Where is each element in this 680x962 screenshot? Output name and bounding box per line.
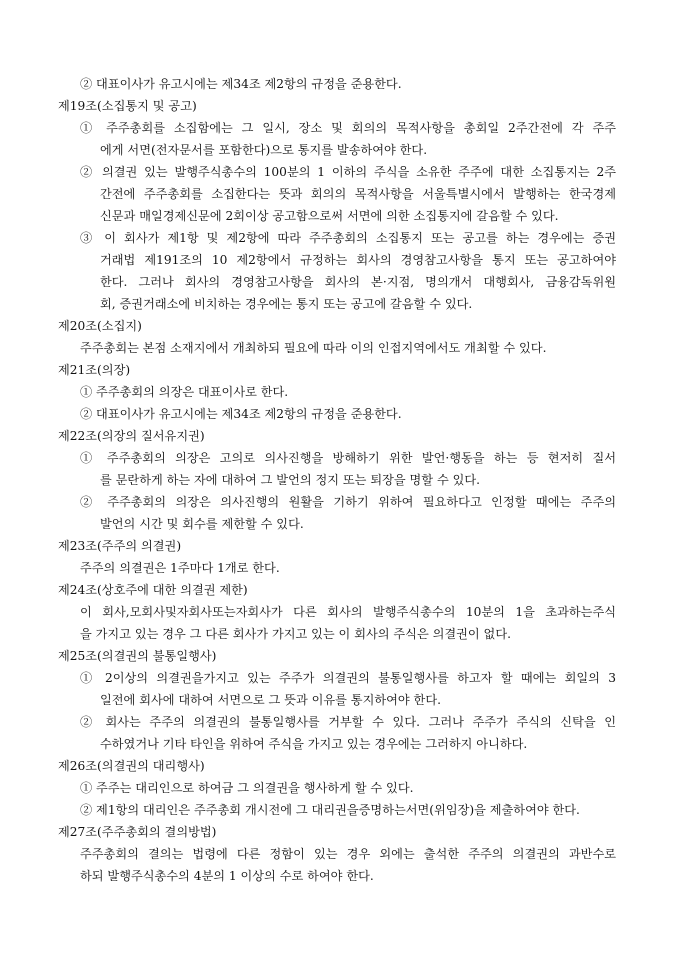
clause-line: 간전에 주주총회를 소집한다는 뜻과 회의의 목적사항을 서울특별시에서 발행하는 한국경제 xyxy=(100,187,616,201)
article-heading: 제22조(의장의 질서유지권) xyxy=(58,429,205,443)
clause-line: ① 주주총회의 의장은 대표이사로 한다. xyxy=(80,385,289,399)
paragraph-line: 주주의 의결권은 1주마다 1개로 한다. xyxy=(80,561,280,575)
clause-line: 에게 서면(전자문서를 포함한다)으로 통지를 발송하여야 한다. xyxy=(100,143,428,157)
article-heading: 제21조(의장) xyxy=(58,363,131,377)
paragraph-line: 이 회사,모회사및자회사또는자회사가 다른 회사의 발행주식총수의 10분의 1을 초과하는주식 xyxy=(80,605,616,619)
clause-line: ② 대표이사가 유고시에는 제34조 제2항의 규정을 준용한다. xyxy=(80,407,402,421)
paragraph-line: 하되 발행주식총수의 4분의 1 이상의 수로 하여야 한다. xyxy=(80,869,374,883)
clause-line: ② 제1항의 대리인은 주주총회 개시전에 그 대리권을증명하는서면(위임장)을 제출하여야 한다. xyxy=(80,803,580,817)
clause-line: 일전에 회사에 대하여 서면으로 그 뜻과 이유를 통지하여야 한다. xyxy=(100,693,441,707)
clause-line: 신문과 매일경제신문에 2회이상 공고함으로써 서면에 의한 소집통지에 갈음할 수 있다. xyxy=(100,209,559,223)
article-heading: 제24조(상호주에 대한 의결권 제한) xyxy=(58,583,248,597)
article-heading: 제26조(의결권의 대리행사) xyxy=(58,759,205,773)
clause-line: ② 대표이사가 유고시에는 제34조 제2항의 규정을 준용한다. xyxy=(80,77,402,91)
clause-line: 한다. 그러나 회사의 경영참고사항을 회사의 본·지점, 명의개서 대행회사, 금융감독위원 xyxy=(100,275,616,289)
article-heading: 제27조(주주총회의 결의방법) xyxy=(58,825,217,839)
clause-line: ② 주주총회의 의장은 의사진행의 원활을 기하기 위하여 필요하다고 인정할 때에는 주주의 xyxy=(80,495,616,509)
paragraph-line: 을 가지고 있는 경우 그 다른 회사가 가지고 있는 이 회사의 주식은 의결권이 없다. xyxy=(80,627,511,641)
paragraph-line: 주주총회의 결의는 법령에 다른 정함이 있는 경우 외에는 출석한 주주의 의결권의 과반수로 xyxy=(80,847,616,861)
clause-line: ② 회사는 주주의 의결권의 불통일행사를 거부할 수 있다. 그러나 주주가 주식의 신탁을 인 xyxy=(80,715,616,729)
clause-line: ① 주주총회의 의장은 고의로 의사진행을 방해하기 위한 발언·행동을 하는 등 현저히 질서 xyxy=(80,451,616,465)
clause-line: 회, 증권거래소에 비치하는 경우에는 통지 또는 공고에 갈음할 수 있다. xyxy=(100,297,473,311)
article-heading: 제25조(의결권의 불통일행사) xyxy=(58,649,217,663)
clause-line: ① 주주는 대리인으로 하여금 그 의결권을 행사하게 할 수 있다. xyxy=(80,781,414,795)
clause-line: 를 문란하게 하는 자에 대하여 그 발언의 정지 또는 퇴장을 명할 수 있다. xyxy=(100,473,481,487)
clause-line: ③ 이 회사가 제1항 및 제2항에 따라 주주총회의 소집통지 또는 공고를 하는 경우에는 증권 xyxy=(80,231,616,245)
clause-line: ② 의결권 있는 발행주식총수의 100분의 1 이하의 주식을 소유한 주주에 대한 소집통지는 2주 xyxy=(80,165,616,179)
article-heading: 제19조(소집통지 및 공고) xyxy=(58,99,197,113)
article-heading: 제23조(주주의 의결권) xyxy=(58,539,182,553)
clause-line: ① 주주총회를 소집함에는 그 일시, 장소 및 회의의 목적사항을 총회일 2주간전에 각 주주 xyxy=(80,121,616,135)
clause-line: ① 2이상의 의결권을가지고 있는 주주가 의결권의 불통일행사를 하고자 할 때에는 회일의 3 xyxy=(80,671,616,685)
clause-line: 발언의 시간 및 회수를 제한할 수 있다. xyxy=(100,517,304,531)
article-heading: 제20조(소집지) xyxy=(58,319,142,333)
clause-line: 거래법 제191조의 10 제2항에서 규정하는 회사의 경영참고사항을 통지 또는 공고하여야 xyxy=(100,253,616,267)
paragraph-line: 주주총회는 본점 소재지에서 개최하되 필요에 따라 이의 인접지역에서도 개최할 수 있다. xyxy=(80,341,547,355)
clause-line: 수하였거나 기타 타인을 위하여 주식을 가지고 있는 경우에는 그러하지 아니하다. xyxy=(100,737,528,751)
